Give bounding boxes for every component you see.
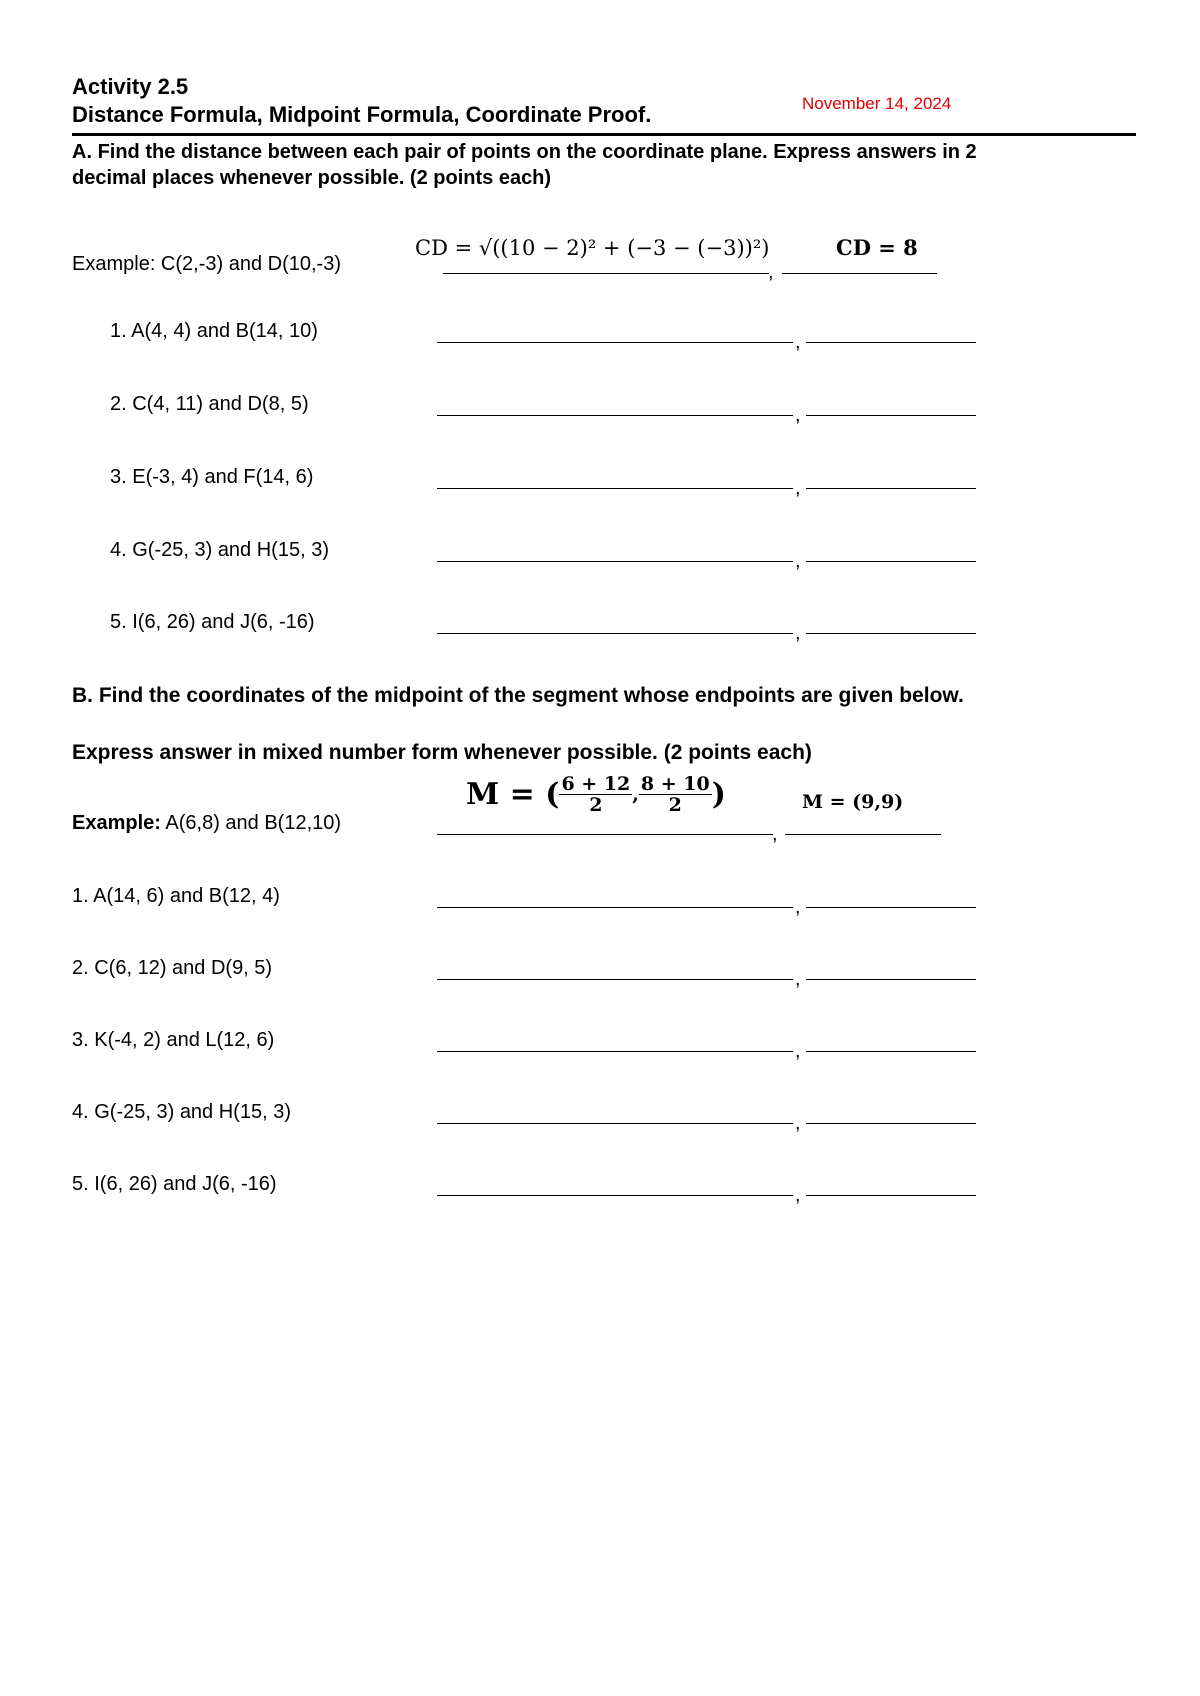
midpoint-x-fraction: [559, 774, 632, 815]
section-a-item-5: 5. I(6, 26) and J(6, -16): [110, 611, 315, 633]
section-a-item-1: 1. A(4, 4) and B(14, 10): [110, 320, 318, 342]
midpoint-work-suffix: ): [711, 777, 726, 812]
section-a-item-4-answer-blank[interactable]: [806, 560, 976, 562]
section-b-item-2-answer-blank[interactable]: [806, 978, 976, 980]
section-a-example-answer-line: [782, 272, 937, 274]
midpoint-work-prefix: M = (: [466, 777, 560, 812]
separator-comma: ,: [772, 823, 778, 845]
section-a-item-2-answer-blank[interactable]: [806, 414, 976, 416]
midpoint-y-numerator: 8 + 10: [640, 773, 710, 795]
section-b-item-1-work-blank[interactable]: [437, 906, 793, 908]
section-a-item-4: 4. G(-25, 3) and H(15, 3): [110, 539, 329, 561]
section-b-item-4: 4. G(-25, 3) and H(15, 3): [72, 1101, 291, 1123]
midpoint-x-denominator: 2: [589, 794, 603, 816]
separator-comma: ,: [795, 1040, 801, 1062]
section-a-item-5-answer-blank[interactable]: [806, 632, 976, 634]
midpoint-y-fraction: [639, 774, 712, 815]
separator-comma: ,: [795, 968, 801, 990]
separator-comma: ,: [795, 1184, 801, 1206]
midpoint-example-answer: M = (9,9): [802, 791, 904, 813]
section-a-item-1-answer-blank[interactable]: [806, 341, 976, 343]
section-b-item-5: 5. I(6, 26) and J(6, -16): [72, 1173, 277, 1195]
section-b-example-answer-line: [785, 833, 941, 835]
section-b-example-label-bold: Example:: [72, 812, 161, 834]
midpoint-y-denominator: 2: [668, 794, 682, 816]
separator-comma: ,: [795, 331, 801, 353]
midpoint-example-work: [466, 774, 726, 815]
section-a-item-3-work-blank[interactable]: [437, 487, 793, 489]
activity-subtitle: Distance Formula, Midpoint Formula, Coordinate Proof.: [72, 102, 652, 127]
separator-comma: ,: [795, 1112, 801, 1134]
section-b-item-5-answer-blank[interactable]: [806, 1194, 976, 1196]
midpoint-x-numerator: 6 + 12: [561, 773, 631, 795]
distance-example-work: CD = √((10 − 2)² + (−3 − (−3))²): [415, 236, 770, 260]
section-a-item-1-work-blank[interactable]: [437, 341, 793, 343]
section-b-item-1-answer-blank[interactable]: [806, 906, 976, 908]
midpoint-fraction-comma: ,: [632, 783, 639, 806]
section-a-item-2-work-blank[interactable]: [437, 414, 793, 416]
separator-comma: ,: [795, 622, 801, 644]
section-a-instruction-line2: decimal places whenever possible. (2 points each): [72, 167, 552, 189]
section-b-item-3-answer-blank[interactable]: [806, 1050, 976, 1052]
activity-title: Activity 2.5: [72, 74, 189, 99]
section-b-item-4-work-blank[interactable]: [437, 1122, 793, 1124]
section-a-item-4-work-blank[interactable]: [437, 560, 793, 562]
section-b-item-3-work-blank[interactable]: [437, 1050, 793, 1052]
separator-comma: ,: [768, 261, 774, 283]
section-a-item-2: 2. C(4, 11) and D(8, 5): [110, 393, 309, 415]
section-a-text: . Find the distance between each pair of points on the coordinate plane. Express answers in 2: [86, 141, 977, 163]
date-label: November 14, 2024: [802, 94, 952, 113]
separator-comma: ,: [795, 477, 801, 499]
section-b-item-5-work-blank[interactable]: [437, 1194, 793, 1196]
section-a-item-3-answer-blank[interactable]: [806, 487, 976, 489]
section-b-item-1: 1. A(14, 6) and B(12, 4): [72, 885, 280, 907]
section-a-example-work-line: [443, 272, 769, 274]
section-b-example-label: [72, 811, 341, 835]
section-b-instruction-line1: B. Find the coordinates of the midpoint of the segment whose endpoints are given below.: [72, 684, 964, 707]
section-a-example-label: Example: C(2,-3) and D(10,-3): [72, 253, 341, 275]
section-a-instruction-line1: [72, 139, 977, 165]
section-a-letter: A: [72, 141, 87, 163]
section-b-item-2: 2. C(6, 12) and D(9, 5): [72, 957, 273, 979]
section-b-example-label-rest: A(6,8) and B(12,10): [160, 812, 342, 834]
header-divider: [72, 133, 1136, 136]
section-b-example-work-line: [437, 833, 773, 835]
section-b-item-3: 3. K(-4, 2) and L(12, 6): [72, 1029, 275, 1051]
separator-comma: ,: [795, 896, 801, 918]
section-a-item-3: 3. E(-3, 4) and F(14, 6): [110, 466, 314, 488]
section-b-instruction-line2: Express answer in mixed number form whenever possible. (2 points each): [72, 741, 812, 764]
separator-comma: ,: [795, 404, 801, 426]
section-a-item-5-work-blank[interactable]: [437, 632, 793, 634]
section-b-item-4-answer-blank[interactable]: [806, 1122, 976, 1124]
section-b-item-2-work-blank[interactable]: [437, 978, 793, 980]
separator-comma: ,: [795, 550, 801, 572]
distance-example-answer: CD = 8: [836, 235, 918, 260]
